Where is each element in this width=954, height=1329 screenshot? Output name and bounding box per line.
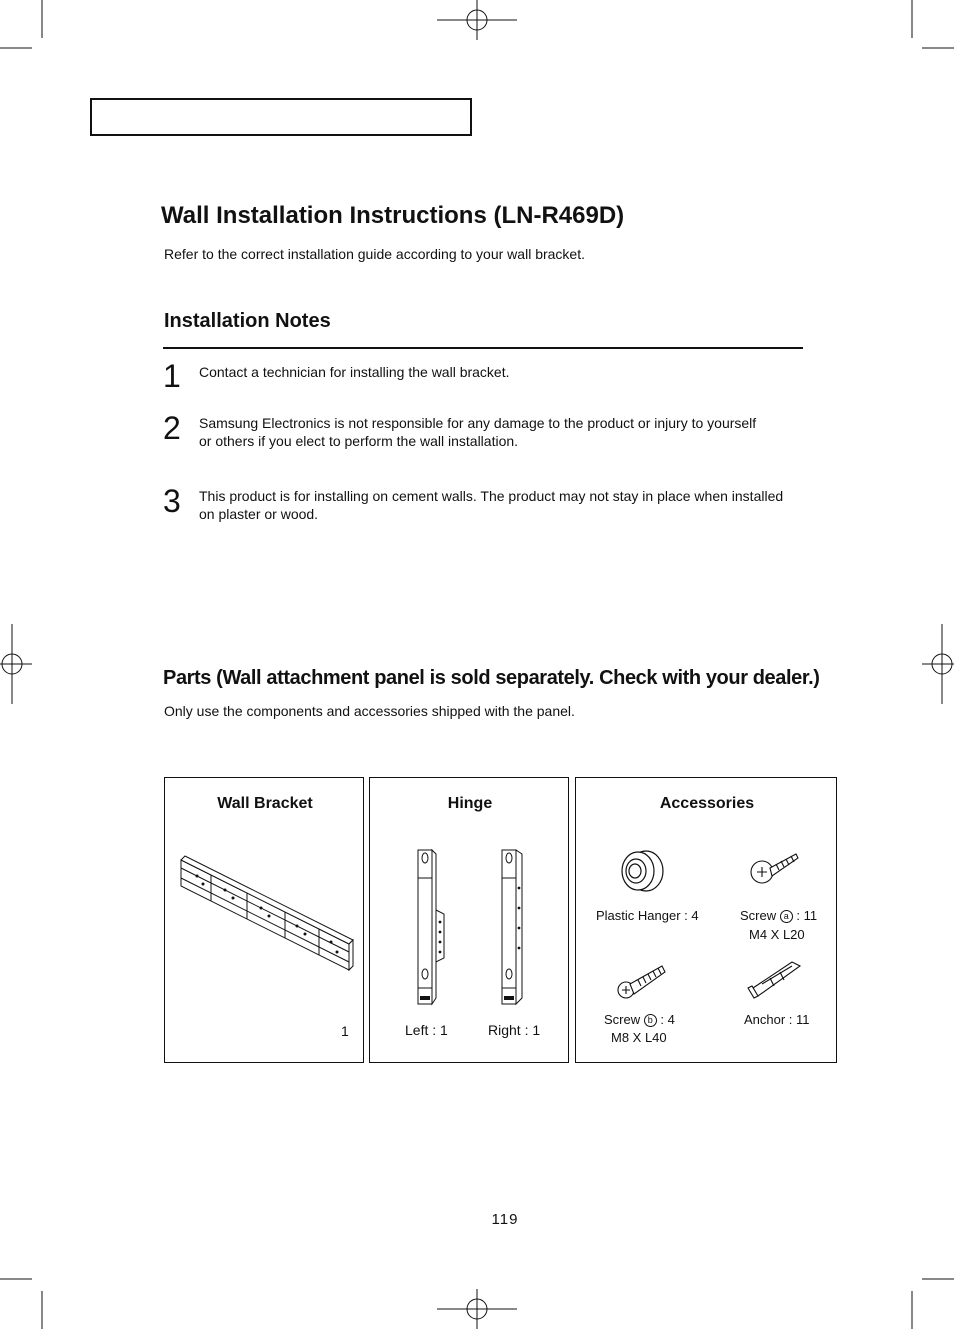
hinge-panel	[369, 777, 569, 1063]
header-box	[90, 98, 472, 136]
note-number: 3	[163, 483, 181, 519]
page-number: 119	[491, 1211, 519, 1228]
hinge-right-qty: Right : 1	[488, 1022, 541, 1038]
screw-b-qty: : 4	[660, 1012, 675, 1027]
screw-a-mark: a	[780, 910, 793, 923]
anchor-label: Anchor : 11	[744, 1012, 810, 1027]
hinge-title: Hinge	[447, 795, 493, 812]
page-title: Wall Installation Instructions (LN-R469D)	[161, 202, 625, 229]
wall-bracket-qty: 1	[341, 1023, 349, 1039]
screw-a-qty: : 11	[796, 908, 818, 923]
registration-mark-bottom	[437, 1289, 517, 1329]
note-text: Samsung Electronics is not responsible for any damage to the product or injury to yourself or others if you elect to perform the wall installation.	[199, 415, 757, 449]
parts-subheading: Only use the components and accessories shipped with the panel.	[164, 703, 575, 719]
accessories-panel	[575, 777, 837, 1063]
note-text: This product is for installing on cement walls. The product may not stay in place when installed on plaster or wood.	[199, 488, 784, 522]
plastic-hanger-label: Plastic Hanger : 4	[596, 908, 699, 923]
note-number: 2	[163, 410, 181, 446]
registration-mark-top	[437, 0, 517, 40]
wall-bracket-illustration	[177, 854, 357, 1004]
section-divider	[163, 347, 803, 349]
anchor-icon	[744, 956, 804, 1000]
screw-a-icon	[748, 848, 804, 890]
note-number: 1	[163, 358, 181, 394]
screw-b-size: M8 X L40	[611, 1030, 667, 1045]
screw-b-mark: b	[644, 1014, 657, 1027]
wall-bracket-title: Wall Bracket	[217, 795, 313, 812]
hinge-left-qty: Left : 1	[405, 1022, 448, 1038]
hinge-left-illustration	[410, 848, 460, 1010]
hinge-right-illustration	[494, 848, 544, 1010]
note-text: Contact a technician for installing the wall bracket.	[199, 364, 510, 380]
registration-mark-right	[922, 624, 954, 704]
accessories-title: Accessories	[659, 795, 755, 812]
parts-heading: Parts (Wall attachment panel is sold separately. Check with your dealer.)	[163, 667, 820, 689]
registration-mark-left	[0, 624, 32, 704]
screw-b-icon	[616, 962, 668, 1002]
page-intro: Refer to the correct installation guide according to your wall bracket.	[164, 246, 585, 262]
plastic-hanger-icon	[616, 846, 666, 896]
screw-b-prefix: Screw	[604, 1012, 641, 1027]
screw-b-label	[604, 1012, 675, 1027]
installation-notes-heading: Installation Notes	[164, 310, 331, 332]
screw-a-label	[740, 908, 817, 923]
screw-a-size: M4 X L20	[749, 927, 805, 942]
screw-a-prefix: Screw	[740, 908, 777, 923]
wall-bracket-panel	[164, 777, 364, 1063]
